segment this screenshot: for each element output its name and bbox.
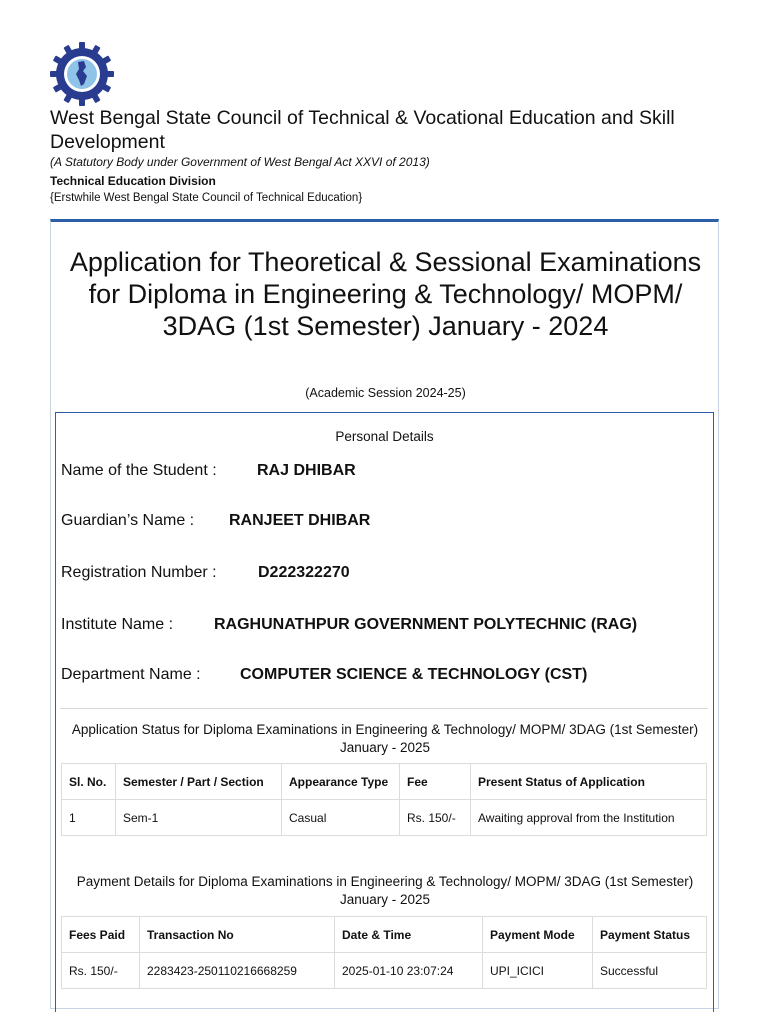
status-cell-fee: Rs. 150/- xyxy=(400,800,471,836)
department-value: COMPUTER SCIENCE & TECHNOLOGY (CST) xyxy=(240,666,588,683)
erstwhile-name: {Erstwhile West Bengal State Council of Technical Education} xyxy=(50,192,363,204)
status-cell-present-status: Awaiting approval from the Institution xyxy=(471,800,707,836)
statutory-note: (A Statutory Body under Government of West Bengal Act XXVI of 2013) xyxy=(50,155,430,169)
guardian-name-label: Guardian’s Name : xyxy=(61,512,195,529)
guardian-name-row xyxy=(61,512,371,530)
organization-name: West Bengal State Council of Technical & Vocational Education and Skill Development xyxy=(50,107,675,153)
payment-col-status: Payment Status xyxy=(593,917,707,953)
status-cell-sl: 1 xyxy=(62,800,116,836)
payment-cell-mode: UPI_ICICI xyxy=(483,953,593,989)
status-col-sl: Sl. No. xyxy=(62,764,116,800)
status-table xyxy=(61,763,707,836)
institute-row xyxy=(61,616,638,634)
table-row xyxy=(62,953,707,989)
table-row xyxy=(62,800,707,836)
guardian-name-value: RANJEET DHIBAR xyxy=(229,512,371,529)
payment-cell-datetime: 2025-01-10 23:07:24 xyxy=(335,953,483,989)
personal-details-heading: Personal Details xyxy=(335,429,434,444)
status-col-semester: Semester / Part / Section xyxy=(116,764,282,800)
status-col-appearance: Appearance Type xyxy=(282,764,400,800)
status-col-fee: Fee xyxy=(400,764,471,800)
status-cell-semester: Sem-1 xyxy=(116,800,282,836)
registration-label: Registration Number : xyxy=(61,564,217,581)
student-name-value: RAJ DHIBAR xyxy=(257,462,356,479)
department-label: Department Name : xyxy=(61,666,201,683)
payment-col-fees-paid: Fees Paid xyxy=(62,917,140,953)
status-table-title: Application Status for Diploma Examinations in Engineering & Technology/ MOPM/ 3DAG (1st Semester) January - 2025 xyxy=(71,722,699,755)
student-name-row xyxy=(61,462,356,480)
division-name: Technical Education Division xyxy=(50,174,216,188)
payment-cell-fees-paid: Rs. 150/- xyxy=(62,953,140,989)
student-name-label: Name of the Student : xyxy=(61,462,217,479)
institute-label: Institute Name : xyxy=(61,616,174,633)
payment-table-header-row xyxy=(62,917,707,953)
personal-details-section xyxy=(55,412,714,1012)
registration-row xyxy=(61,564,350,582)
payment-col-transaction: Transaction No xyxy=(140,917,335,953)
registration-value: D222322270 xyxy=(258,564,350,581)
payment-col-datetime: Date & Time xyxy=(335,917,483,953)
institute-value: RAGHUNATHPUR GOVERNMENT POLYTECHNIC (RAG) xyxy=(214,616,638,633)
payment-cell-transaction: 2283423-250110216668259 xyxy=(140,953,335,989)
academic-session: (Academic Session 2024-25) xyxy=(305,386,466,400)
status-col-present-status: Present Status of Application xyxy=(471,764,707,800)
section-divider xyxy=(60,708,708,709)
payment-table xyxy=(61,916,707,989)
status-cell-appearance: Casual xyxy=(282,800,400,836)
payment-cell-status: Successful xyxy=(593,953,707,989)
payment-table-title: Payment Details for Diploma Examinations in Engineering & Technology/ MOPM/ 3DAG (1st Semester) January - 2025 xyxy=(76,874,694,907)
department-row xyxy=(61,666,588,684)
council-logo xyxy=(48,40,116,108)
status-table-header-row xyxy=(62,764,707,800)
payment-col-mode: Payment Mode xyxy=(483,917,593,953)
application-title: Application for Theoretical & Sessional Examinations for Diploma in Engineering & Technology/ MOPM/ 3DAG (1st Semester) January - 2024 xyxy=(69,247,702,341)
